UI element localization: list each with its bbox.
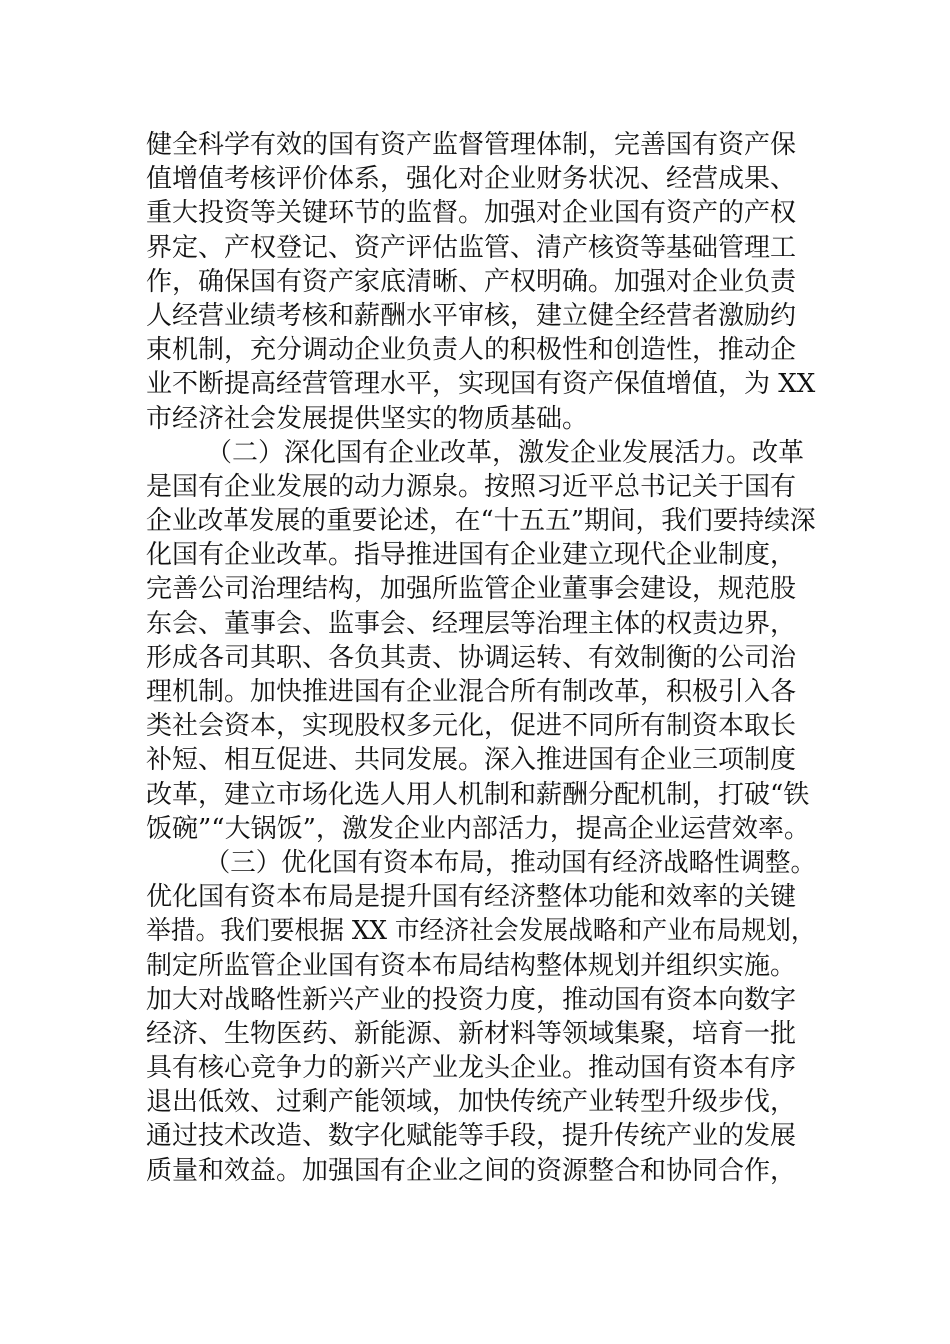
text-line: 通过技术改造、数字化赋能等手段，提升传统产业的发展 — [146, 1121, 797, 1152]
text-line: 改革，建立市场化选人用人机制和薪酬分配机制，打破“铁 — [146, 779, 810, 810]
text-line: 东会、董事会、监事会、经理层等治理主体的权责边界， — [146, 608, 797, 639]
text-line: 束机制，充分调动企业负责人的积极性和创造性，推动企 — [146, 335, 797, 366]
text-line: 界定、产权登记、资产评估监管、清产核资等基础管理工 — [146, 232, 797, 263]
text-line: 完善公司治理结构，加强所监管企业董事会建设，规范股 — [146, 574, 797, 605]
text-line: 业不断提高经营管理水平，实现国有资产保值增值，为 XX — [146, 369, 816, 400]
text-line: 企业改革发展的重要论述，在“十五五”期间，我们要持续深 — [146, 506, 816, 537]
text-line: 形成各司其职、各负其责、协调运转、有效制衡的公司治 — [146, 642, 797, 673]
text-line: 退出低效、过剩产能领域，加快传统产业转型升级步伐， — [146, 1087, 797, 1118]
text-line: 类社会资本，实现股权多元化，促进不同所有制资本取长 — [146, 711, 797, 742]
text-line: 健全科学有效的国有资产监督管理体制，完善国有资产保 — [146, 130, 797, 160]
text-line: 理机制。加快推进国有企业混合所有制改革，积极引入各 — [146, 677, 797, 707]
text-line: 人经营业绩考核和薪酬水平审核，建立健全经营者激励约 — [146, 300, 797, 331]
text-line: 优化国有资本布局是提升国有经济整体功能和效率的关键 — [146, 882, 797, 913]
section-heading-line: （三）优化国有资本布局，推动国有经济战略性调整。 — [204, 847, 816, 878]
text-line: 重大投资等关键环节的监督。加强对企业国有资产的产权 — [146, 198, 797, 229]
body-text — [146, 128, 816, 1188]
text-line: 饭碗”“大锅饭”，激发企业内部活力，提高企业运营效率。 — [146, 813, 810, 844]
text-line: 是国有企业发展的动力源泉。按照习近平总书记关于国有 — [146, 471, 797, 502]
section-heading-line: （二）深化国有企业改革，激发企业发展活力。改革 — [206, 437, 805, 468]
text-line: 值增值考核评价体系，强化对企业财务状况、经营成果、 — [146, 164, 797, 195]
text-line: 作，确保国有资产家底清晰、产权明确。加强对企业负责 — [146, 266, 797, 297]
text-line: 制定所监管企业国有资本布局结构整体规划并组织实施。 — [146, 950, 797, 981]
text-line: 质量和效益。加强国有企业之间的资源整合和协同合作， — [146, 1155, 797, 1186]
text-line: 加大对战略性新兴产业的投资力度，推动国有资本向数字 — [146, 984, 797, 1015]
text-line: 经济、生物医药、新能源、新材料等领域集聚，培育一批 — [146, 1018, 797, 1049]
text-line: 具有核心竞争力的新兴产业龙头企业。推动国有资本有序 — [146, 1053, 797, 1084]
text-line: 市经济社会发展提供坚实的物质基础。 — [146, 403, 589, 434]
text-line: 举措。我们要根据 XX 市经济社会发展战略和产业布局规划， — [146, 916, 816, 947]
text-line: 补短、相互促进、共同发展。深入推进国有企业三项制度 — [146, 745, 797, 776]
text-line: 化国有企业改革。指导推进国有企业建立现代企业制度， — [146, 540, 797, 571]
